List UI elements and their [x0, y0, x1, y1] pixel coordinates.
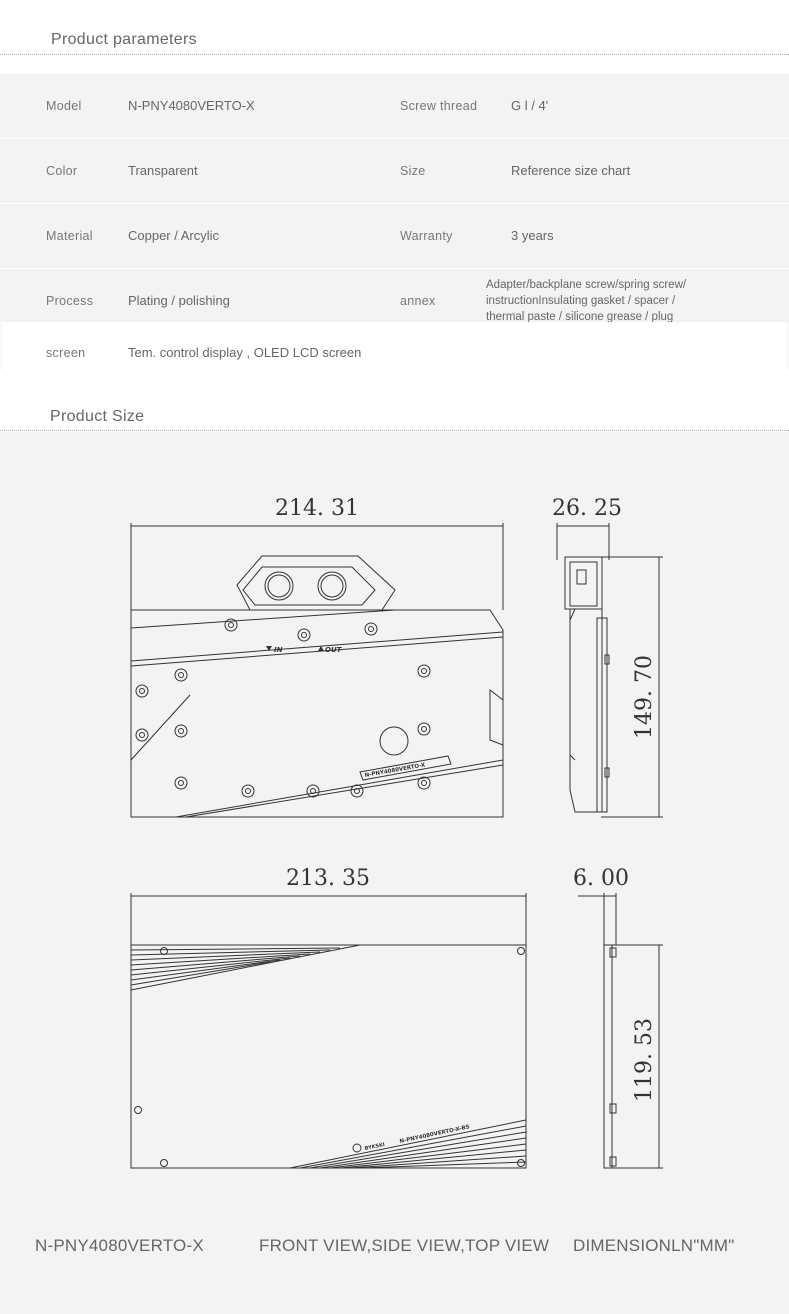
screw-hole — [179, 673, 184, 678]
annex-label: annex — [400, 294, 436, 308]
front-plate-text: N-PNY4080VERTO-X — [364, 762, 426, 779]
size-value: Reference size chart — [511, 163, 631, 178]
side-detail — [570, 755, 575, 760]
annex-line: thermal paste / silicone grease / plug — [486, 311, 674, 322]
outlet-label: OUT — [325, 646, 342, 654]
screw-hole — [307, 785, 319, 797]
model-label: Model — [46, 99, 82, 113]
screw-label: Screw thread — [400, 99, 478, 113]
screw-hole — [140, 689, 145, 694]
annex-value — [486, 277, 686, 322]
height-text: 149. 70 — [632, 655, 657, 739]
front-stripe — [176, 760, 503, 817]
screw-hole — [175, 777, 187, 789]
port-inner-2 — [321, 575, 343, 597]
front-stripe — [186, 765, 503, 817]
warranty-value: 3 years — [511, 228, 554, 243]
back-side-standoff — [610, 1104, 616, 1113]
inlet-label: IN — [274, 646, 283, 654]
port-ring-1 — [265, 572, 293, 600]
back-stripe — [330, 1141, 526, 1168]
footer-model: N-PNY4080VERTO-X — [35, 1236, 204, 1255]
footer-unit: DIMENSIONLN"MM" — [573, 1236, 735, 1255]
size-divider — [0, 430, 789, 431]
back-side-standoff — [610, 948, 616, 957]
front-stripe — [131, 610, 395, 628]
screw-hole — [246, 789, 251, 794]
back-stripe — [290, 1120, 526, 1168]
warranty-label: Warranty — [400, 229, 453, 243]
back-thickness-text: 6. 00 — [573, 866, 629, 891]
port-inner-1 — [268, 575, 290, 597]
param-row-color — [0, 139, 789, 203]
screw-hole — [418, 777, 430, 789]
screw-hole — [242, 785, 254, 797]
back-screw — [135, 1107, 142, 1114]
process-label: Process — [46, 294, 94, 308]
back-stripe — [360, 1162, 526, 1168]
screw-value: G l / 4' — [511, 98, 549, 113]
screw-hole — [418, 723, 430, 735]
side-port — [577, 570, 586, 584]
size-label: Size — [400, 164, 426, 178]
screw-hole — [422, 669, 427, 674]
back-logo-mark — [353, 1144, 361, 1152]
material-value: Copper / Arcylic — [128, 228, 220, 243]
dimension-drawing — [0, 432, 789, 1314]
side-detail — [570, 609, 575, 620]
screw-hole — [136, 685, 148, 697]
front-stripe — [131, 695, 190, 760]
back-screw — [518, 1160, 525, 1167]
screen-label: screen — [46, 346, 86, 360]
front-stripe — [131, 637, 503, 666]
screw-hole — [179, 729, 184, 734]
back-side-standoff — [610, 1157, 616, 1166]
size-section-title: Product Size — [50, 408, 145, 425]
port-ring-2 — [318, 572, 346, 600]
screw-hole — [136, 729, 148, 741]
screw-hole — [298, 629, 310, 641]
param-row-material — [0, 204, 789, 268]
screw-hole — [302, 633, 307, 638]
back-stripe — [300, 1126, 526, 1168]
front-width-text: 214. 31 — [275, 496, 359, 521]
color-label: Color — [46, 164, 78, 178]
screw-hole — [369, 627, 374, 632]
color-value: Transparent — [128, 163, 198, 178]
terminal-block-inner — [243, 567, 375, 605]
side-thickness-text: 26. 25 — [552, 496, 622, 521]
oled-screen — [380, 727, 408, 755]
brand-mark: BYKSKI — [364, 1141, 386, 1152]
terminal-block — [237, 556, 395, 610]
dimension-drawing-area — [0, 432, 789, 1314]
screen-value: Tem. control display , OLED LCD screen — [128, 345, 362, 360]
screw-hole — [351, 785, 363, 797]
side-terminal — [565, 557, 602, 609]
screw-hole — [422, 727, 427, 732]
back-plate-text: N-PNY4080VERTO-X-BS — [399, 1124, 471, 1145]
model-value: N-PNY4080VERTO-X — [128, 98, 255, 113]
footer-views: FRONT VIEW,SIDE VIEW,TOP VIEW — [259, 1236, 550, 1255]
material-label: Material — [46, 229, 93, 243]
params-divider — [0, 54, 789, 55]
front-side-detail — [490, 690, 503, 745]
screw-hole — [175, 725, 187, 737]
screw-hole — [175, 669, 187, 681]
params-section-title: Product parameters — [51, 31, 197, 48]
param-row-process — [0, 269, 789, 322]
param-row-model — [0, 74, 789, 138]
back-width-text: 213. 35 — [286, 866, 370, 891]
process-value: Plating / polishing — [128, 293, 230, 308]
back-screw — [518, 948, 525, 955]
screw-hole — [140, 733, 145, 738]
front-stripe — [131, 632, 503, 661]
back-height-text: 119. 53 — [632, 1018, 657, 1102]
screw-hole — [229, 623, 234, 628]
back-side-plate — [604, 945, 612, 1168]
screw-hole — [179, 781, 184, 786]
back-screw — [161, 1160, 168, 1167]
annex-line: instructionInsulating gasket / spacer / — [486, 295, 676, 307]
screw-hole — [418, 665, 430, 677]
param-row-screen — [0, 322, 789, 370]
annex-line: Adapter/backplane screw/spring screw/ — [486, 279, 687, 291]
screw-hole — [365, 623, 377, 635]
screw-hole — [422, 781, 427, 786]
